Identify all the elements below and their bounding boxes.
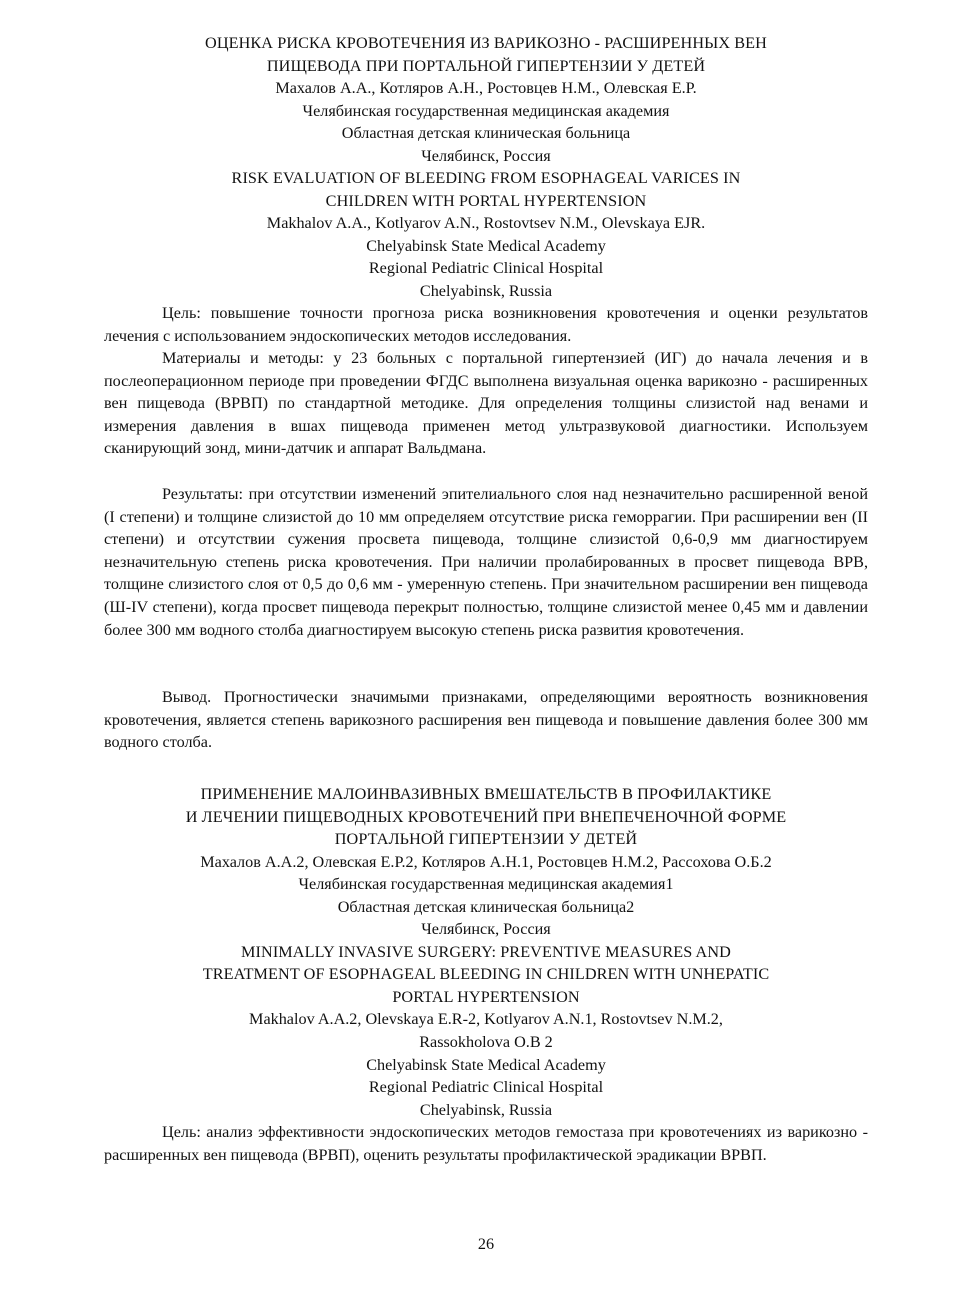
article2-title-en-line1: MINIMALLY INVASIVE SURGERY: PREVENTIVE MEASURES AND <box>241 943 731 961</box>
article1-authors-ru: Махалов А.А., Котляров А.Н., Ростовцев Н.М., Олевская Е.Р. <box>275 79 697 97</box>
article1-title-en-line2: CHILDREN WITH PORTAL HYPERTENSION <box>325 192 647 210</box>
article1-affil-en-1: Chelyabinsk State Medical Academy <box>366 237 606 255</box>
article2-affil-ru-1: Челябинская государственная медицинская академия1 <box>298 875 674 893</box>
article2-authors-ru: Махалов А.А.2, Олевская Е.Р.2, Котляров А.Н.1, Ростовцев Н.М.2, Рассохова О.Б.2 <box>200 853 772 871</box>
article1-paragraph-aim: Цель: повышение точности прогноза риска возникновения кровотечения и оценки результатов лечения с использованием эндоскопических методов исследования. <box>104 304 868 345</box>
article1-affil-en-2: Regional Pediatric Clinical Hospital <box>368 259 604 277</box>
article2-paragraph-aim: Цель: анализ эффективности эндоскопических методов гемостаза при кровотечениях из варикозно - расширенных вен пищевода (ВРВП), оценить результаты профилактической эрадикации ВРВП. <box>104 1123 868 1164</box>
article2-title-ru-line1: ПРИМЕНЕНИЕ МАЛОИНВАЗИВНЫХ ВМЕШАТЕЛЬСТВ В ПРОФИЛАКТИКЕ <box>200 785 772 803</box>
article1-affil-ru-2: Областная детская клиническая больница <box>341 124 631 142</box>
article2-affil-ru-2: Областная детская клиническая больница2 <box>337 898 635 916</box>
article2-affil-en-3: Chelyabinsk, Russia <box>419 1101 553 1119</box>
article2-title-en-line2: TREATMENT OF ESOPHAGEAL BLEEDING IN CHILDREN WITH UNHEPATIC <box>202 965 770 983</box>
article2-title-ru-line2: И ЛЕЧЕНИИ ПИЩЕВОДНЫХ КРОВОТЕЧЕНИЙ ПРИ ВНЕПЕЧЕНОЧНОЙ ФОРМЕ <box>185 808 787 826</box>
article1-paragraph-conclusion: Вывод. Прогностически значимыми признаками, определяющими вероятность возникновения кровотечения, является степень варикозного расширения вен пищевода и повышение давления более 300 мм водного столба. <box>104 688 868 752</box>
article2-title-en-line3: PORTAL HYPERTENSION <box>392 988 580 1006</box>
article1-title-en-line1: RISK EVALUATION OF BLEEDING FROM ESOPHAGEAL VARICES IN <box>231 169 741 187</box>
article1-paragraph-methods: Материалы и методы: у 23 больных с портальной гипертензией (ИГ) до начала лечения и в послеоперационном периоде при проведении ФГДС выполнена визуальная оценка варикозно - расширенных вен пищевода (ВРВП) по стандартной методике. Для определения толщины слизистой над венами и измерения давления в вшах пищевода применен метод ультразвуковой диагностики. Используем сканирующий зонд, мини-датчик и аппарат Вальдмана. <box>104 349 868 458</box>
article2-authors-en-line1: Makhalov A.A.2, Olevskaya E.R-2, Kotlyarov A.N.1, Rostovtsev N.M.2, <box>249 1010 723 1028</box>
article1-paragraph-results: Результаты: при отсутствии изменений эпителиального слоя над незначительно расширенной веной (I степени) и толщине слизистой до 10 мм определяем отсутствие риска геморрагии. При расширении вен (II степени) и отсутствии сужения просвета пищевода, толщине слизистой 0,6-0,9 мм диагностируем незначительную степень риска кровотечения. При наличии пролабированных в просвет пищевода ВРВ, толщине слизистого слоя от 0,5 до 0,6 мм - умеренную степень. При значительном расширении вен пищевода (Ш-IV степени), когда просвет пищевода перекрыт полностью, толщине слизистой менее 0,45 мм и давлении более 300 мм водного столба диагностируем высокую степень риска развития кровотечения. <box>104 485 868 639</box>
page-number: 26 <box>477 1235 495 1253</box>
article2-affil-en-2: Regional Pediatric Clinical Hospital <box>368 1078 604 1096</box>
article1-title-ru-line2: ПИЩЕВОДА ПРИ ПОРТАЛЬНОЙ ГИПЕРТЕНЗИИ У ДЕТЕЙ <box>266 57 706 75</box>
article2-authors-en-line2: Rassokholova O.B 2 <box>419 1033 553 1051</box>
article2-affil-ru-3: Челябинск, Россия <box>421 920 551 938</box>
article1-authors-en: Makhalov A.A., Kotlyarov A.N., Rostovtsev N.M., Olevskaya EJR. <box>266 214 706 232</box>
article1-affil-ru-1: Челябинская государственная медицинская академия <box>302 102 670 120</box>
article2-title-ru-line3: ПОРТАЛЬНОЙ ГИПЕРТЕНЗИИ У ДЕТЕЙ <box>334 830 638 848</box>
article1-title-ru-line1: ОЦЕНКА РИСКА КРОВОТЕЧЕНИЯ ИЗ ВАРИКОЗНО - РАСШИРЕННЫХ ВЕН <box>205 34 767 52</box>
article1-affil-ru-3: Челябинск, Россия <box>421 147 551 165</box>
article2-affil-en-1: Chelyabinsk State Medical Academy <box>366 1056 606 1074</box>
article1-affil-en-3: Chelyabinsk, Russia <box>419 282 553 300</box>
